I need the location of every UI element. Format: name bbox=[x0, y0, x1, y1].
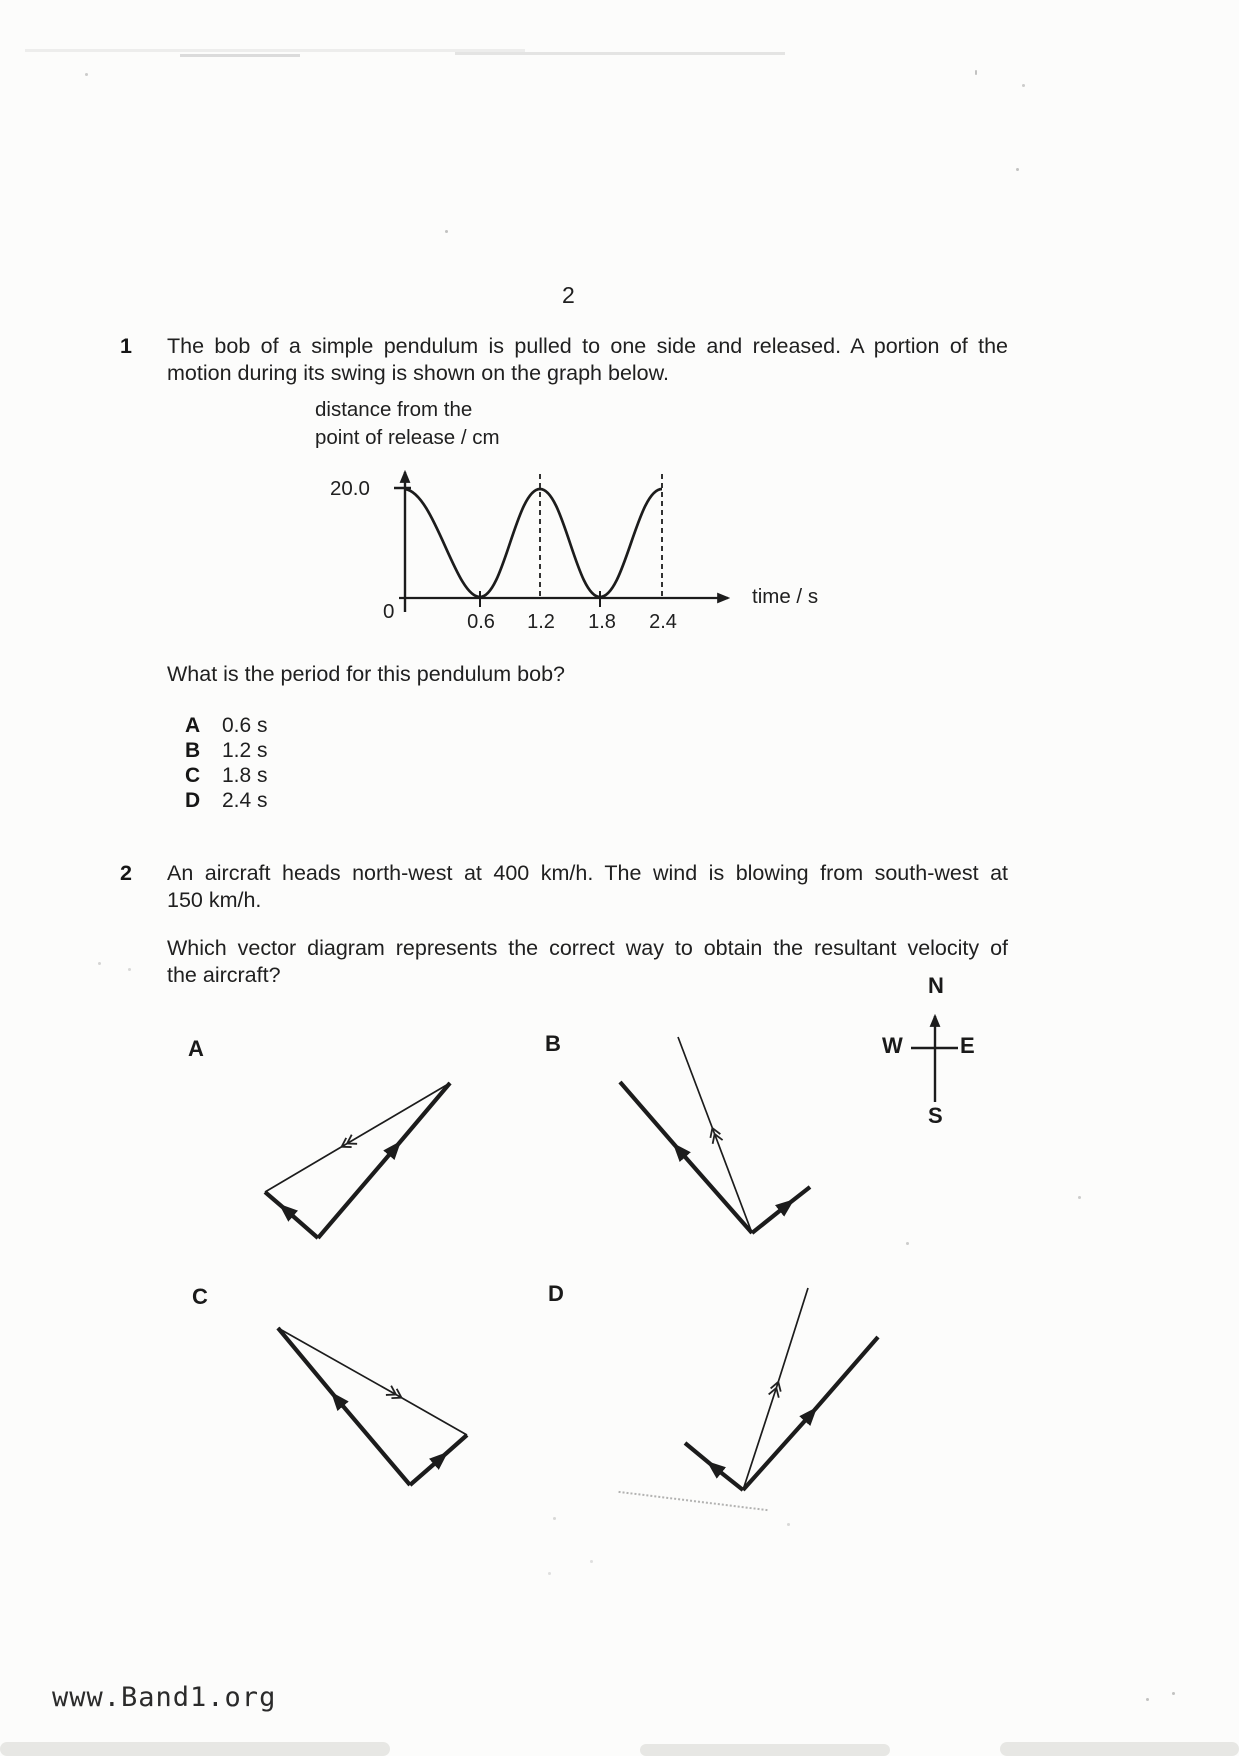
option-c-letter: C bbox=[185, 764, 201, 787]
compass-east-label: E bbox=[960, 1033, 975, 1058]
diagram-a-resultant-vector bbox=[265, 1083, 450, 1192]
option-b-value: 1.2 s bbox=[222, 739, 268, 762]
question-2-number: 2 bbox=[120, 861, 132, 885]
diagram-b-aircraft-vector bbox=[620, 1082, 752, 1233]
vector-diagram-c-label: C bbox=[192, 1284, 208, 1309]
compass-rose bbox=[911, 1016, 958, 1102]
graph-y-axis-label-line-1: distance from the bbox=[315, 398, 473, 421]
question-1-prompt: What is the period for this pendulum bob? bbox=[167, 662, 565, 686]
compass-north-label: N bbox=[928, 973, 944, 998]
diagram-b-wind-vector bbox=[752, 1187, 810, 1233]
compass-south-label: S bbox=[928, 1103, 943, 1128]
option-b-letter: B bbox=[185, 739, 201, 762]
graph-x-tick-1.2: 1.2 bbox=[527, 611, 555, 633]
footer-watermark: www.Band1.org bbox=[52, 1682, 277, 1713]
vector-diagram-c bbox=[278, 1328, 467, 1485]
option-d-value: 2.4 s bbox=[222, 789, 268, 812]
page-number: 2 bbox=[562, 282, 575, 308]
graph-y-tick-label: 20.0 bbox=[330, 477, 370, 500]
question-2-text-line-2: 150 km/h. bbox=[167, 888, 262, 912]
vector-diagram-a bbox=[265, 1083, 450, 1238]
vector-diagram-d-label: D bbox=[548, 1281, 564, 1306]
diagram-a-aircraft-vector bbox=[318, 1083, 450, 1238]
diagram-b-resultant-vector bbox=[678, 1037, 752, 1233]
question-2-prompt-line-1: Which vector diagram represents the correct way to obtain the resultant velocity of bbox=[167, 936, 1008, 960]
diagram-c-resultant-vector bbox=[278, 1328, 467, 1435]
graph-x-tick-1.8: 1.8 bbox=[588, 611, 616, 633]
diagram-d-aircraft-vector bbox=[743, 1337, 878, 1490]
vector-diagram-b bbox=[620, 1037, 810, 1233]
diagram-c-aircraft-vector bbox=[278, 1328, 410, 1485]
graph-x-axis-label: time / s bbox=[752, 585, 819, 608]
question-2-text-line-1: An aircraft heads north-west at 400 km/h. The wind is blowing from south-west at bbox=[167, 861, 1008, 885]
pendulum-curve bbox=[405, 489, 662, 597]
vector-diagram-b-label: B bbox=[545, 1031, 561, 1056]
graph-x-tick-2.4: 2.4 bbox=[649, 611, 677, 633]
option-a-letter: A bbox=[185, 714, 201, 737]
question-1-text-line-1: The bob of a simple pendulum is pulled to one side and released. A portion of the bbox=[167, 334, 1008, 358]
pendulum-graph bbox=[394, 472, 728, 612]
diagram-a-wind-vector bbox=[265, 1192, 318, 1238]
vector-diagram-d bbox=[685, 1288, 878, 1490]
diagram-c-wind-vector bbox=[410, 1435, 467, 1485]
option-a-value: 0.6 s bbox=[222, 714, 268, 737]
question-2-prompt-line-2: the aircraft? bbox=[167, 963, 281, 987]
graph-y-axis-label-line-2: point of release / cm bbox=[315, 426, 500, 449]
graph-x-tick-0.6: 0.6 bbox=[467, 611, 495, 633]
option-d-letter: D bbox=[185, 789, 201, 812]
vector-diagram-a-label: A bbox=[188, 1036, 204, 1061]
option-c-value: 1.8 s bbox=[222, 764, 268, 787]
question-1-text-line-2: motion during its swing is shown on the graph below. bbox=[167, 361, 669, 385]
question-1-number: 1 bbox=[120, 334, 132, 358]
compass-west-label: W bbox=[882, 1033, 903, 1058]
diagram-d-resultant-vector bbox=[743, 1288, 808, 1490]
graph-origin-label: 0 bbox=[383, 600, 395, 623]
diagram-d-wind-vector bbox=[685, 1443, 743, 1490]
